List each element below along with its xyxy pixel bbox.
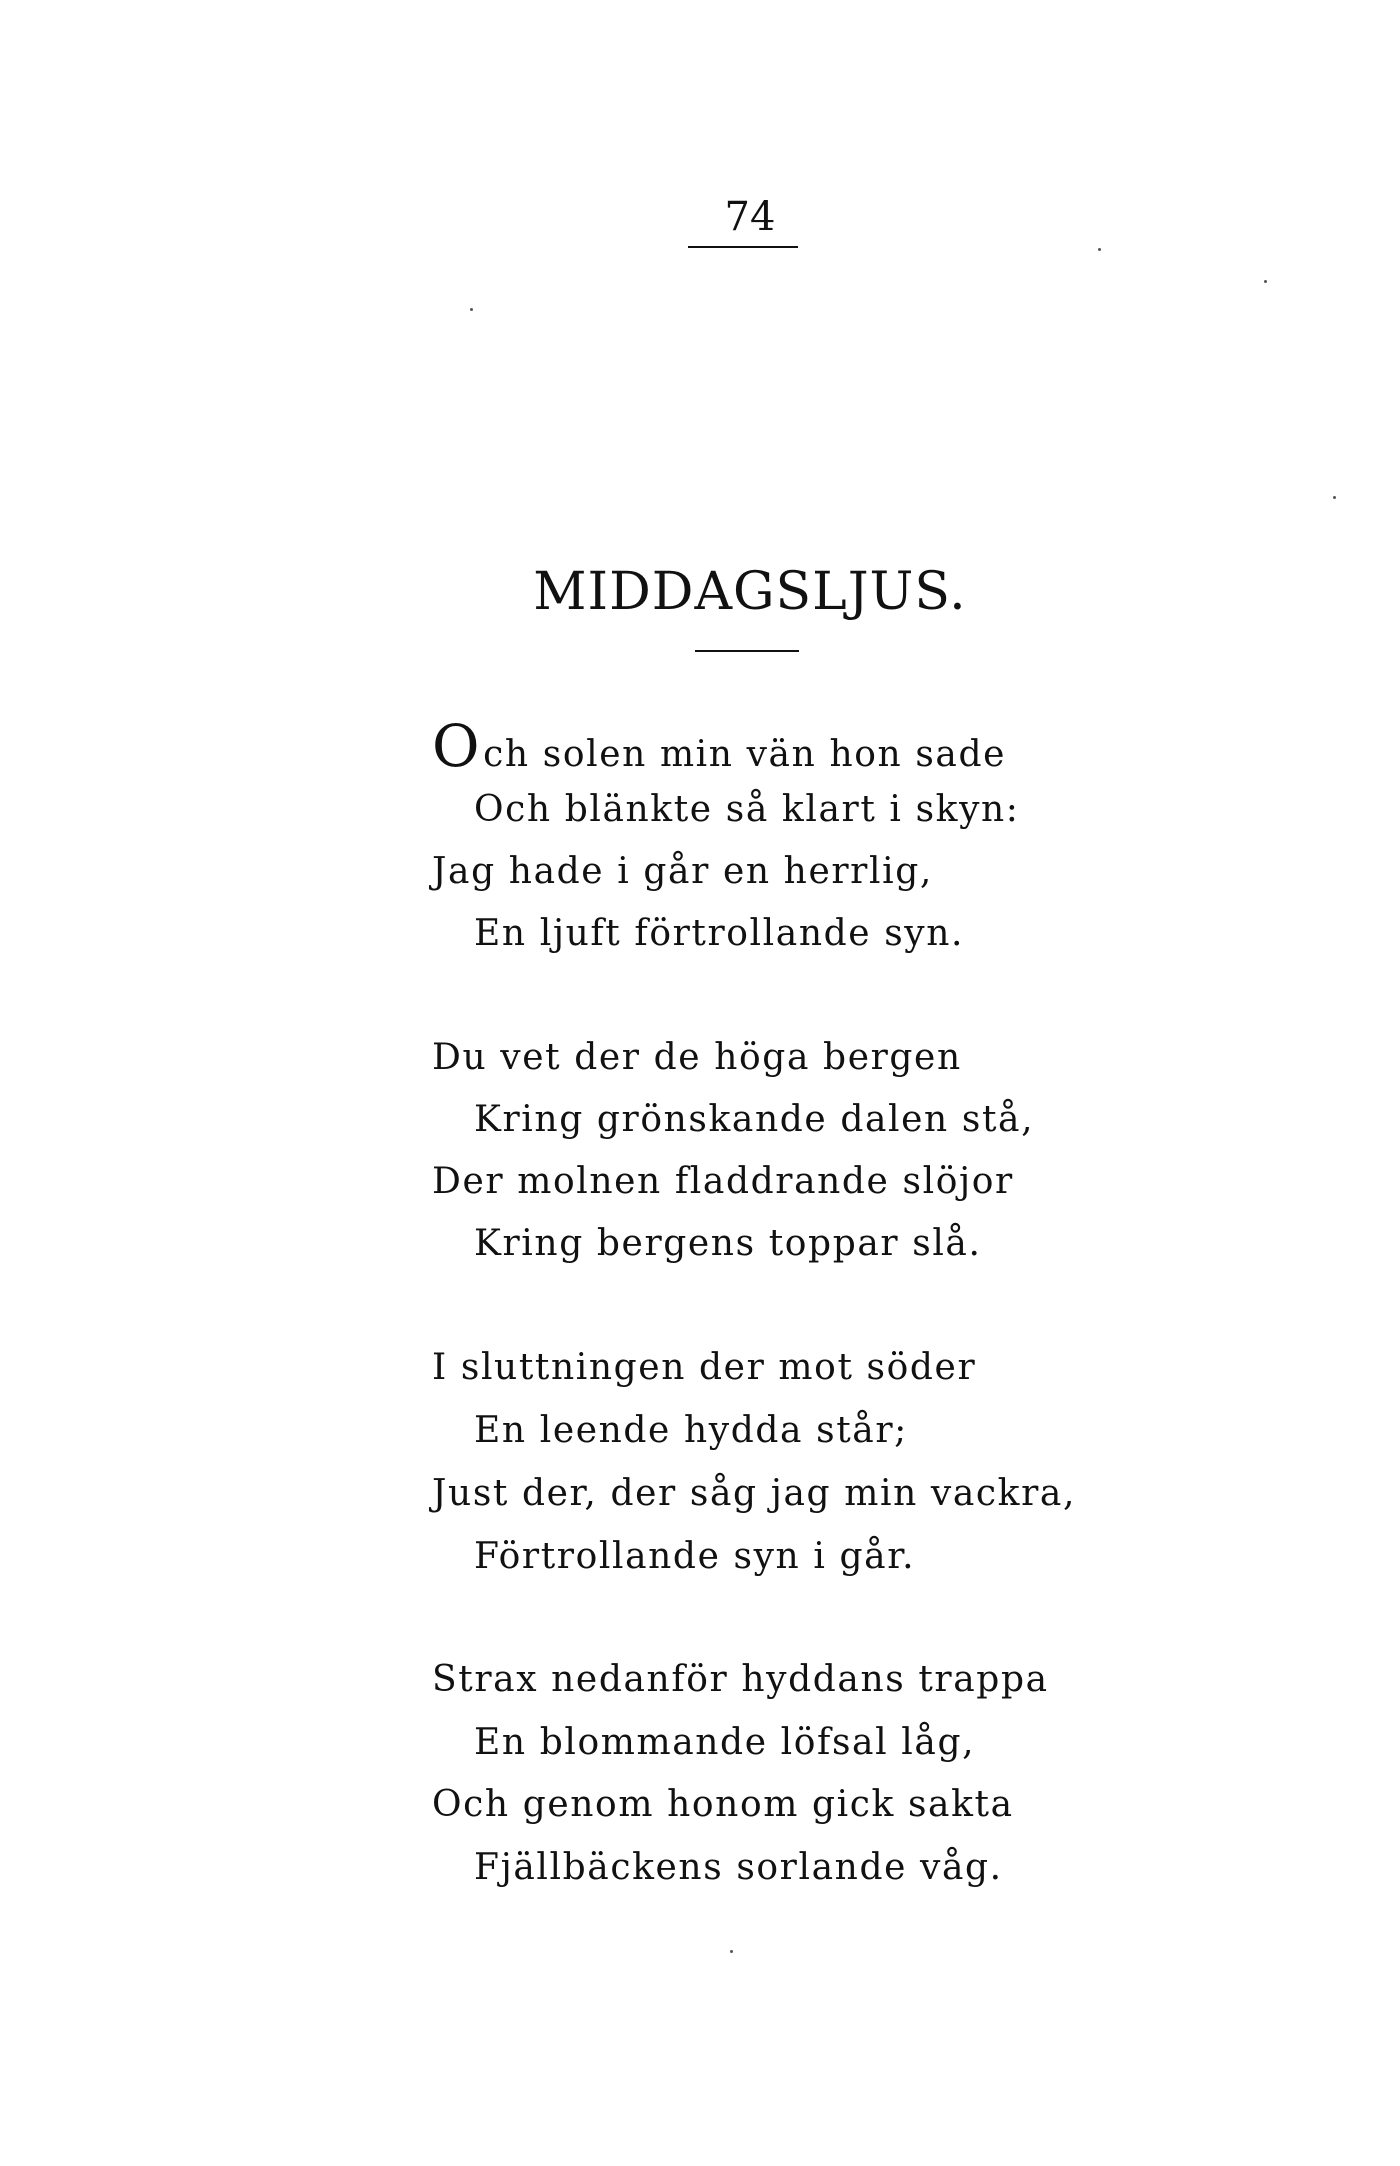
- poem-line: Fjällbäckens sorlande våg.: [474, 1847, 1003, 1888]
- scan-speck: [1264, 280, 1267, 283]
- poem-line: Der molnen fladdrande slöjor: [432, 1161, 1014, 1202]
- poem-title: MIDDAGSLJUS.: [533, 562, 967, 622]
- scan-speck: [1333, 496, 1336, 499]
- poem-line: Kring bergens toppar slå.: [474, 1223, 982, 1264]
- poem-line: Och genom honom gick sakta: [432, 1784, 1014, 1825]
- scan-speck: [470, 308, 473, 311]
- poem-line: Du vet der de höga bergen: [432, 1037, 962, 1078]
- scan-speck: [730, 1950, 733, 1953]
- poem-line: Strax nedanför hyddans trappa: [432, 1659, 1049, 1700]
- poem-line: I sluttningen der mot söder: [432, 1347, 977, 1388]
- poem-line: En blommande löfsal låg,: [474, 1722, 976, 1763]
- page-number: 74: [724, 194, 776, 240]
- poem-line: Förtrollande syn i går.: [474, 1536, 916, 1577]
- poem-line: [432, 712, 1007, 780]
- poem-line: Och blänkte så klart i skyn:: [474, 789, 1020, 830]
- scan-speck: [1098, 248, 1101, 251]
- poem-line: En ljuft förtrollande syn.: [474, 913, 965, 954]
- drop-cap: O: [432, 712, 482, 780]
- title-rule: [695, 650, 799, 652]
- poem-line-text: ch solen min vän hon sade: [483, 734, 1007, 775]
- poem-line: Kring grönskande dalen stå,: [474, 1099, 1035, 1140]
- poem-line: Just der, der såg jag min vackra,: [432, 1473, 1077, 1514]
- page-number-rule: [688, 246, 798, 248]
- poem-line: En leende hydda står;: [474, 1410, 908, 1451]
- poem-line: Jag hade i går en herrlig,: [432, 851, 933, 892]
